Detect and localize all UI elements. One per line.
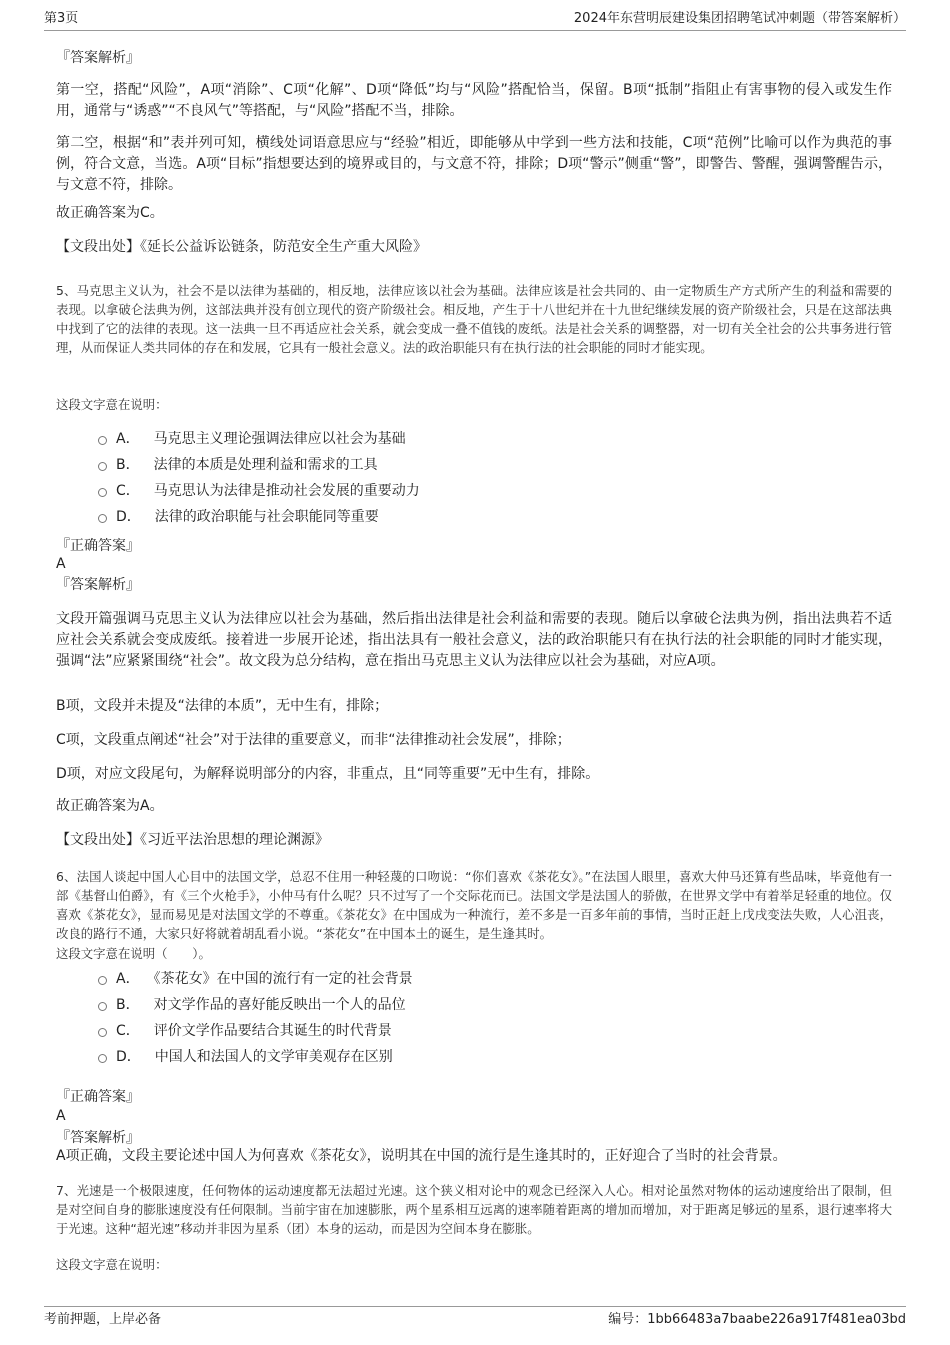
q5-analysis-para-1: 文段开篇强调马克思主义认为法律应以社会为基础，然后指出法律是社会利益和需要的表现。随后以拿破仑法典为例，指出法典若不适应社会关系就会变成废纸。接着进一步展开论述，指出法具有一般社会意义，法的政治职能只有在执行法的社会职能的同时才能实现，强调“法”应紧紧围绕“社会”。故文段为总分结构，意在指出马克思主义认为法律应以社会为基础，对应A项。 [56,611,892,669]
q5-analysis-para-4: D项，对应文段尾句，为解释说明部分的内容，非重点，且“同等重要”无中生有，排除。 [56,766,600,782]
q5-conclusion: 故正确答案为A。 [56,798,164,814]
radio-icon[interactable] [98,436,107,445]
document-id: 编号：1bb66483a7baabe226a917f481ea03bd [608,1312,906,1327]
q4-analysis-para-2: 第二空，根据“和”表并列可知，横线处词语意思应与“经验”相近，即能够从中学到一些方法和技能，C项“范例”比喻可以作为典范的事例，符合文意，当选。A项“目标”指想要达到的境界或目的，与文意不符，排除；D项“警示”侧重“警”，即警告、警醒，强调警醒告示，与文意不符，排除。 [56,135,892,193]
page-footer [44,1306,906,1329]
q6-prompt: 这段文字意在说明（ ）。 [56,946,211,961]
q5-answer-label: 『正确答案』 [56,538,140,554]
radio-icon[interactable] [98,462,107,471]
q6-option-a[interactable] [98,969,413,989]
option-letter: B． [116,457,140,473]
option-letter: D． [116,509,141,525]
option-text: 马克思主义理论强调法律应以社会为基础 [153,431,406,447]
q6-analysis-label: 『答案解析』 [56,1130,140,1146]
q5-analysis-label: 『答案解析』 [56,577,140,593]
document-title: 2024年东营明辰建设集团招聘笔试冲刺题（带答案解析） [573,11,906,26]
page-number: 第3页 [44,11,79,26]
option-letter: C． [116,1023,140,1039]
option-letter: B． [116,997,140,1013]
q5-option-a[interactable] [98,429,406,449]
option-letter: A． [116,971,140,987]
q6-answer: A [56,1108,66,1124]
option-letter: A． [116,431,140,447]
q4-analysis-label: 『答案解析』 [56,50,140,66]
option-text: 马克思认为法律是推动社会发展的重要动力 [153,483,420,499]
radio-icon[interactable] [98,1028,107,1037]
option-text: 《茶花女》在中国的流行有一定的社会背景 [153,971,413,987]
q6-answer-label: 『正确答案』 [56,1089,140,1105]
option-letter: C． [116,483,140,499]
q5-option-c[interactable] [98,481,420,501]
page-header [44,10,906,31]
q6-stem: 6、法国人谈起中国人心目中的法国文学，总忍不住用一种轻蔑的口吻说：“你们喜欢《茶花女》。”在法国人眼里，喜欢大仲马还算有些品味，毕竟他有一部《基督山伯爵》，有《三个火枪手》，小仲马有什么呢？只不过写了一个交际花而已。法国文学是法国人的骄傲，在世界文学中有着举足轻重的地位。仅喜欢《茶花女》，显而易见是对法国文学的不尊重。《茶花女》在中国成为一种流行，差不多是一百多年前的事情，当时正赶上戊戌变法失败，人心沮丧，改良的路行不通，大家只好将就着胡乱看小说。“茶花女”在中国本土的诞生，是生逢其时。 [56,869,892,941]
option-letter: D． [116,1049,141,1065]
option-text: 评价文学作品要结合其诞生的时代背景 [153,1023,392,1039]
q5-option-d[interactable] [98,507,379,527]
option-text: 中国人和法国人的文学审美观存在区别 [154,1049,393,1065]
q7-stem: 7、光速是一个极限速度，任何物体的运动速度都无法超过光速。这个狭义相对论中的观念已经深入人心。相对论虽然对物体的运动速度给出了限制，但是对空间自身的膨胀速度没有任何限制。当前宇宙在加速膨胀，两个星系相互远离的速率随着距离的增加而增加，对于距离足够远的星系，退行速率将大于光速。这种“超光速”移动并非因为星系（团）本身的运动，而是因为空间本身在膨胀。 [56,1183,892,1236]
q5-answer: A [56,556,66,572]
q6-option-b[interactable] [98,995,406,1015]
q5-analysis-para-2: B项，文段并未提及“法律的本质”，无中生有，排除； [56,698,389,714]
radio-icon[interactable] [98,976,107,985]
q5-analysis-para-3: C项，文段重点阐述“社会”对于法律的重要意义，而非“法律推动社会发展”，排除； [56,732,571,748]
q6-analysis: A项正确，文段主要论述中国人为何喜欢《茶花女》，说明其在中国的流行是生逢其时的，正好迎合了当时的社会背景。 [56,1148,787,1164]
radio-icon[interactable] [98,1002,107,1011]
footer-slogan: 考前押题，上岸必备 [44,1312,162,1327]
radio-icon[interactable] [98,514,107,523]
q4-source: 【文段出处】《延长公益诉讼链条，防范安全生产重大风险》 [56,239,427,255]
q6-option-d[interactable] [98,1047,393,1067]
q5-prompt: 这段文字意在说明： [56,397,168,412]
q5-stem: 5、马克思主义认为，社会不是以法律为基础的，相反地，法律应该以社会为基础。法律应该是社会共同的、由一定物质生产方式所产生的利益和需要的表现。以拿破仑法典为例，这部法典并没有创立现代的资产阶级社会。相反地，产生于十八世纪并在十九世纪继续发展的资产阶级社会，只是在这部法典中找到了它的法律的表现。这一法典一旦不再适应社会关系，就会变成一叠不值钱的废纸。法是社会关系的调整器，对一切有关全社会的公共事务进行管理，从而保证人类共同体的存在和发展，它具有一般社会意义。法的政治职能只有在执行法的社会职能的同时才能实现。 [56,283,892,355]
radio-icon[interactable] [98,488,107,497]
radio-icon[interactable] [98,1054,107,1063]
q5-source: 【文段出处】《习近平法治思想的理论渊源》 [56,832,329,848]
q4-analysis-para-1: 第一空，搭配“风险”，A项“消除”、C项“化解”、D项“降低”均与“风险”搭配恰当，保留。B项“抵制”指阻止有害事物的侵入或发生作用，通常与“诱惑”“不良风气”等搭配，与“风险”搭配不当，排除。 [56,82,892,119]
q7-prompt: 这段文字意在说明： [56,1257,168,1272]
option-text: 对文学作品的喜好能反映出一个人的品位 [153,997,406,1013]
q4-conclusion: 故正确答案为C。 [56,205,164,221]
option-text: 法律的本质是处理利益和需求的工具 [153,457,378,473]
q5-option-b[interactable] [98,455,378,475]
option-text: 法律的政治职能与社会职能同等重要 [154,509,379,525]
q6-option-c[interactable] [98,1021,392,1041]
